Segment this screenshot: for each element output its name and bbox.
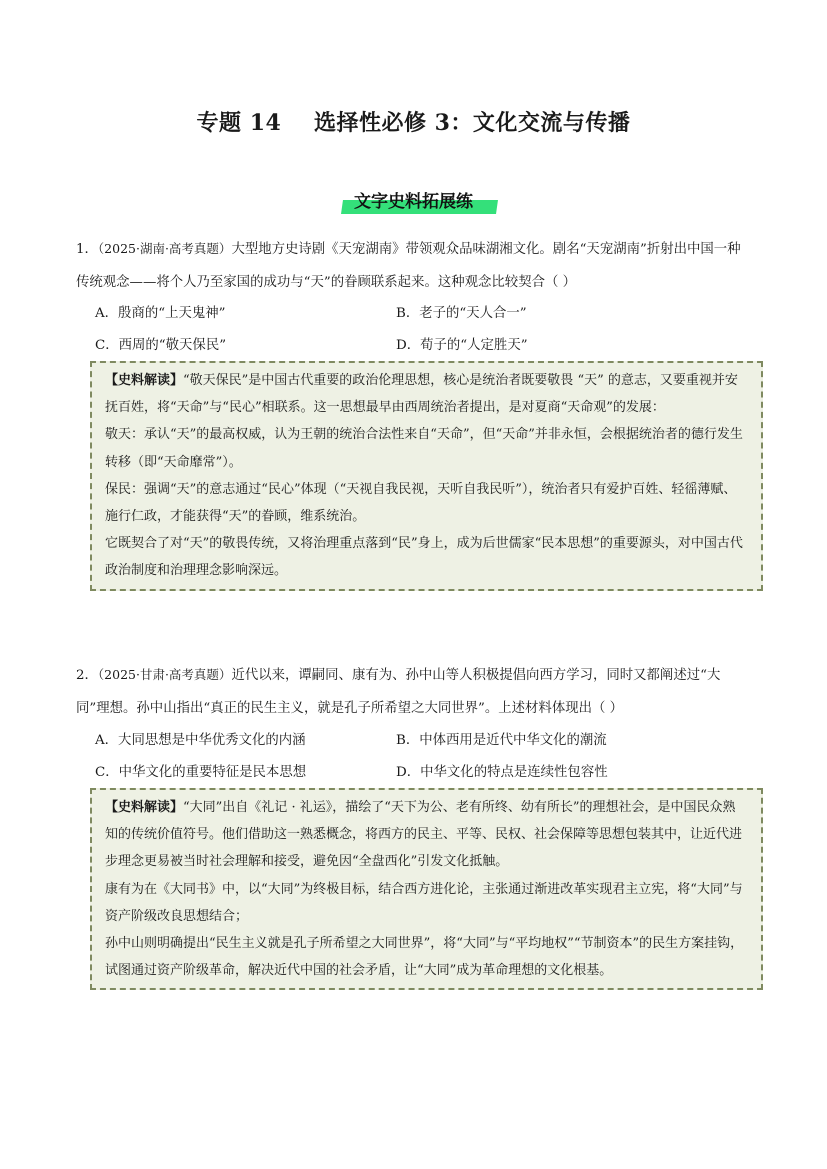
analysis-paragraph: 【史料解读】“大同”出自《礼记 · 礼运》，描绘了“天下为公、老有所终、幼有所长”的理想社会，是中国民众熟知的传统价值符号。他们借助这一熟悉概念，将西方的民主、平等、民权、社会保障等思想包装其中，让近代进步理念更易被当时社会理解和接受，避免因“全盘西化”引发文化抵触。 <box>105 800 743 870</box>
option-a: A．殷商的“上天鬼神” <box>95 306 226 321</box>
question-2 <box>76 658 752 725</box>
question-number: 1． <box>76 242 98 257</box>
option-a: A．大同思想是中华优秀文化的内涵 <box>95 733 306 748</box>
analysis-paragraph: 它既契合了对“天”的敬畏传统，又将治理重点落到“民”身上，成为后世儒家“民本思想”的重要源头，对中国古代政治制度和治理理念影响深远。 <box>105 536 743 579</box>
option-b: B．中体西用是近代中华文化的潮流 <box>396 733 607 748</box>
analysis-paragraph: 【史料解读】“敬天保民”是中国古代重要的政治伦理思想，核心是统治者既要敬畏 “天” 的意志，又要重视并安抚百姓，将“天命”与“民心”相联系。这一思想最早由西周统治者提出，是对夏商“天命观”的发展： <box>105 373 738 416</box>
option-c: C．中华文化的重要特征是民本思想 <box>95 765 307 780</box>
analysis-paragraph: 敬天：承认“天”的最高权威，认为王朝的统治合法性来自“天命”，但“天命”并非永恒，会根据统治者的德行发生转移（即“天命靡常”）。 <box>105 427 743 470</box>
analysis-paragraph: 孙中山则明确提出“民生主义就是孔子所希望之大同世界”，将“大同”与“平均地权”“节制资本”的民生方案挂钩，试图通过资产阶级革命，解决近代中国的社会矛盾，让“大同”成为革命理想的文化根基。 <box>105 936 744 979</box>
question-stem: 大型地方史诗剧《天宠湖南》带领观众品味湖湘文化。剧名“天宠湖南”折射出中国一种传统观念——将个人乃至家国的成功与“天”的眷顾联系起来。这种观念比较契合（ ） <box>76 242 741 290</box>
analysis-paragraph: 保民：强调“天”的意志通过“民心”体现（“天视自我民视，天听自我民听”），统治者只有爱护百姓、轻徭薄赋、施行仁政，才能获得“天”的眷顾，维系统治。 <box>105 481 737 525</box>
analysis-paragraph: 康有为在《大同书》中，以“大同”为终极目标，结合西方进化论，主张通过渐进改革实现君主立宪，将“大同”与资产阶级改良思想结合； <box>105 881 743 924</box>
option-c: C．西周的“敬天保民” <box>95 338 227 353</box>
analysis-tag: 【史料解读】 <box>105 800 184 815</box>
analysis-box <box>90 361 763 591</box>
question-stem: 近代以来，谭嗣同、康有为、孙中山等人积极提倡向西方学习，同时又都阐述过“大同”理想。孙中山指出“真正的民生主义，就是孔子所希望之大同世界”。上述材料体现出（ ） <box>76 668 721 716</box>
analysis-tag: 【史料解读】 <box>105 373 184 388</box>
option-d: D．荀子的“人定胜天” <box>396 338 528 353</box>
question-1 <box>76 232 752 299</box>
question-source: （2025·甘肃·高考真题） <box>97 667 232 682</box>
section-heading-wrapper <box>0 190 827 214</box>
page-title: 专题 14 选择性必修 3：文化交流与传播 <box>196 110 631 136</box>
question-source: （2025·湖南·高考真题） <box>97 241 232 256</box>
option-b: B．老子的“天人合一” <box>396 306 527 321</box>
analysis-box <box>90 788 763 990</box>
question-number: 2． <box>76 668 98 683</box>
option-d: D．中华文化的特点是连续性包容性 <box>396 765 608 780</box>
section-heading: 文字史料拓展练 <box>348 190 479 214</box>
